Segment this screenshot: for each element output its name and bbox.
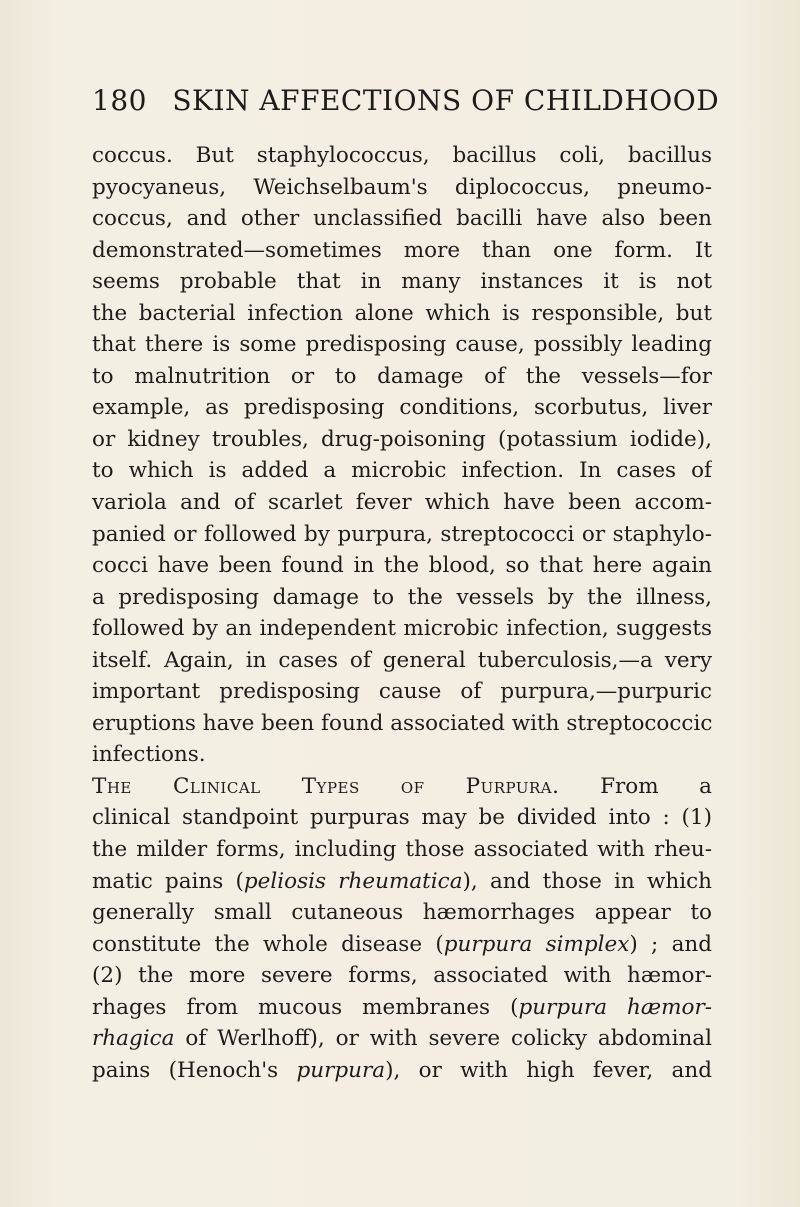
running-header [92, 84, 732, 118]
text-line: or kidney troubles, drug-poisoning (potassium iodide), [92, 426, 712, 452]
text-line [92, 929, 712, 961]
text-run: pains (Henoch's [92, 1057, 297, 1083]
text-line: a predisposing damage to the vessels by the illness, [92, 584, 712, 610]
page-number: 180 [92, 84, 147, 117]
text-line [92, 1055, 712, 1087]
text-line: the bacterial infection alone which is responsible, but [92, 300, 712, 326]
section-first-line [92, 771, 712, 803]
text-run: constitute the whole disease ( [92, 931, 444, 957]
text-run: of Werlhoff), or with severe colicky abdominal [174, 1026, 712, 1052]
text-line: demonstrated—sometimes more than one form. It [92, 237, 712, 263]
text-line: panied or followed by purpura, streptococci or staphylo- [92, 521, 712, 547]
italic-term: purpura [296, 1057, 386, 1083]
text-line: the milder forms, including those associated with rheu- [92, 837, 712, 863]
body-text [92, 140, 712, 1086]
text-line: to malnutrition or to damage of the vessels—for [92, 363, 712, 389]
text-line: eruptions have been found associated with streptococcic [92, 710, 712, 736]
text-line: followed by an independent microbic infection, suggests [92, 616, 712, 642]
text-line: infections. [92, 742, 206, 768]
text-line: clinical standpoint purpuras may be divided into : (1) [92, 805, 712, 831]
text-line [92, 1023, 712, 1055]
text-line: seems probable that in many instances it is not [92, 269, 712, 295]
text-line: variola and of scarlet fever which have been accom- [92, 490, 712, 516]
text-line: to which is added a microbic infection. In cases of [92, 458, 712, 484]
text-run: matic pains ( [92, 868, 244, 894]
text-line: example, as predisposing conditions, scorbutus, liver [92, 395, 712, 421]
italic-term: purpura simplex [443, 931, 630, 957]
text-line [92, 866, 712, 898]
italic-term: purpura hæmor- [518, 994, 712, 1020]
text-line: itself. Again, in cases of general tuberculosis,—a very [92, 647, 712, 673]
text-line: that there is some predisposing cause, possibly leading [92, 332, 712, 358]
text-run: ) ; and [629, 931, 712, 957]
italic-term: rhagica [92, 1026, 175, 1052]
text-line [92, 992, 712, 1024]
text-run: ), and those in which [462, 868, 712, 894]
text-run: rhages from mucous membranes ( [92, 994, 519, 1020]
section-line-text: From a [600, 773, 712, 799]
text-line: coccus. But staphylococcus, bacillus coli, bacillus [92, 143, 712, 168]
text-run: ), or with high fever, and [385, 1057, 712, 1083]
text-line: generally small cutaneous hæmorrhages appear to [92, 900, 712, 926]
text-line: pyocyaneus, Weichselbaum's diplococcus, pneumo- [92, 174, 712, 200]
text-line: (2) the more severe forms, associated with hæmor- [92, 963, 712, 989]
text-line: important predisposing cause of purpura,—purpuric [92, 679, 712, 705]
text-line: coccus, and other unclassified bacilli have also been [92, 206, 712, 232]
italic-term: peliosis rheumatica [243, 868, 463, 894]
text-line: cocci have been found in the blood, so that here again [92, 553, 712, 579]
running-title: SKIN AFFECTIONS OF CHILDHOOD [172, 84, 720, 117]
section-heading: The Clinical Types of Purpura. [92, 773, 560, 799]
